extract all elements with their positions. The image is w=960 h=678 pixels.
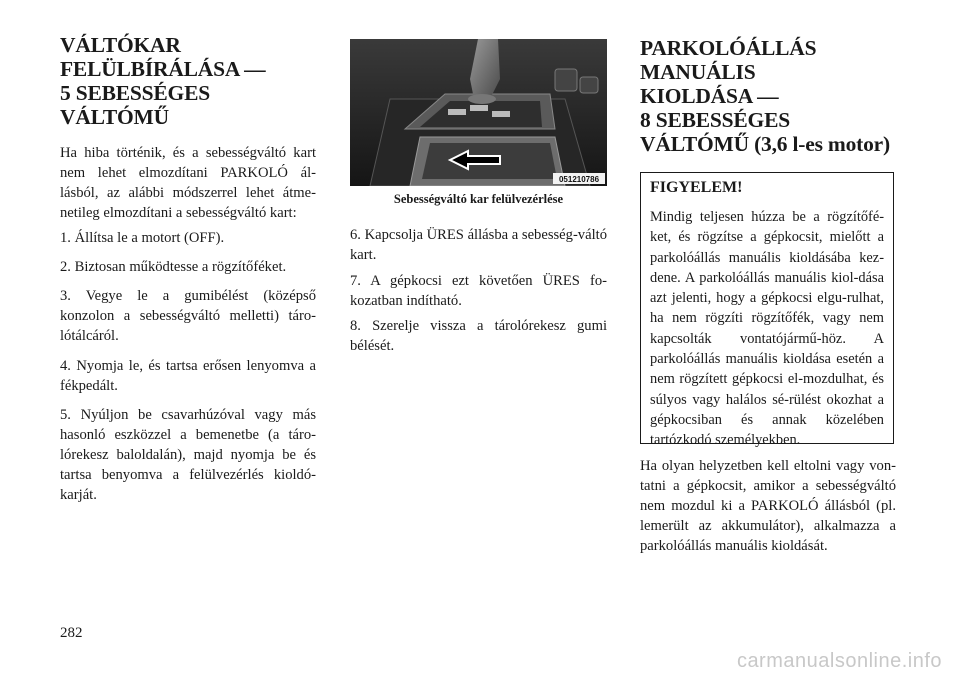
intro-paragraph: Ha hiba történik, és a sebességváltó kart nem lehet elmozdítani PARKOLÓ ál-lásból, az alábbi módszerrel lehet átme-netileg elmozdítani a sebességváltó kart: (60, 145, 316, 221)
page-number: 282 (60, 625, 83, 641)
watermark: carmanualsonline.info (736, 650, 942, 672)
step-1: 1. Állítsa le a motort (OFF). (60, 230, 225, 246)
warning-title: FIGYELEM! (650, 179, 743, 196)
step-4: 4. Nyomja le, és tartsa erősen lenyomva a fékpedált. (60, 358, 316, 394)
section-heading-shifter-override: VÁLTÓKAR FELÜLBÍRÁLÁSA — 5 SEBESSÉGES VÁLTÓMŰ (60, 33, 266, 129)
step-8: 8. Szerelje vissza a tárolórekesz gumi bélését. (350, 318, 607, 354)
step-2: 2. Biztosan működtesse a rögzítőféket. (60, 259, 287, 275)
figure-caption: Sebességváltó kar felülvezérlése (393, 192, 564, 206)
shifter-console-illustration (350, 39, 607, 186)
step-5: 5. Nyúljon be csavarhúzóval vagy más hasonló eszközzel a bemenetbe (a táro-lórekesz baloldalán), majd nyomja be és tartsa benyomva a felülvezérlés kioldó-karját. (60, 407, 316, 503)
warning-text: Mindig teljesen húzza be a rögzítőfé-ket, és rögzítse a gépkocsit, mielőtt a parkolóállás manuális kioldásába kez-dene. A parkolóállás manuális kiol-dása azt jelenti, hogy a gépkocsi elgu-rulhat, ha nem rögzíti rögzítőfék, vagy nem kapcsolták vontatójármű-höz. A parkolóállás manuális kioldása esetén a nem rögzített gépkocsi el-mozdulhat, és súlyos vagy halálos sé-rülést okozhat a gépkocsiban és annak közelében tartózkodó személyekben. (650, 209, 884, 449)
warning-box (640, 172, 894, 449)
step-6: 6. Kapcsolja ÜRES állásba a sebesség-váltó kart. (350, 227, 607, 263)
shifter-override-photo (350, 39, 607, 186)
figure-code: 051210786 (558, 175, 600, 184)
section-heading-park-release: PARKOLÓÁLLÁS MANUÁLIS KIOLDÁSA — 8 SEBESSÉGES VÁLTÓMŰ (3,6 l-es motor) (640, 36, 890, 156)
step-3: 3. Vegye le a gumibélést (középső konzolon a sebességváltó melletti) táro-lótálcáról. (60, 288, 316, 344)
park-release-paragraph: Ha olyan helyzetben kell eltolni vagy von-tatni a gépkocsit, amikor a sebességváltó nem mozdul ki a PARKOLÓ állásból (pl. lemerült az akkumulátor), alkalmazza a parkolóállás manuális kioldását. (640, 458, 896, 554)
step-7: 7. A gépkocsi ezt követően ÜRES fo-kozatban indítható. (350, 273, 607, 309)
